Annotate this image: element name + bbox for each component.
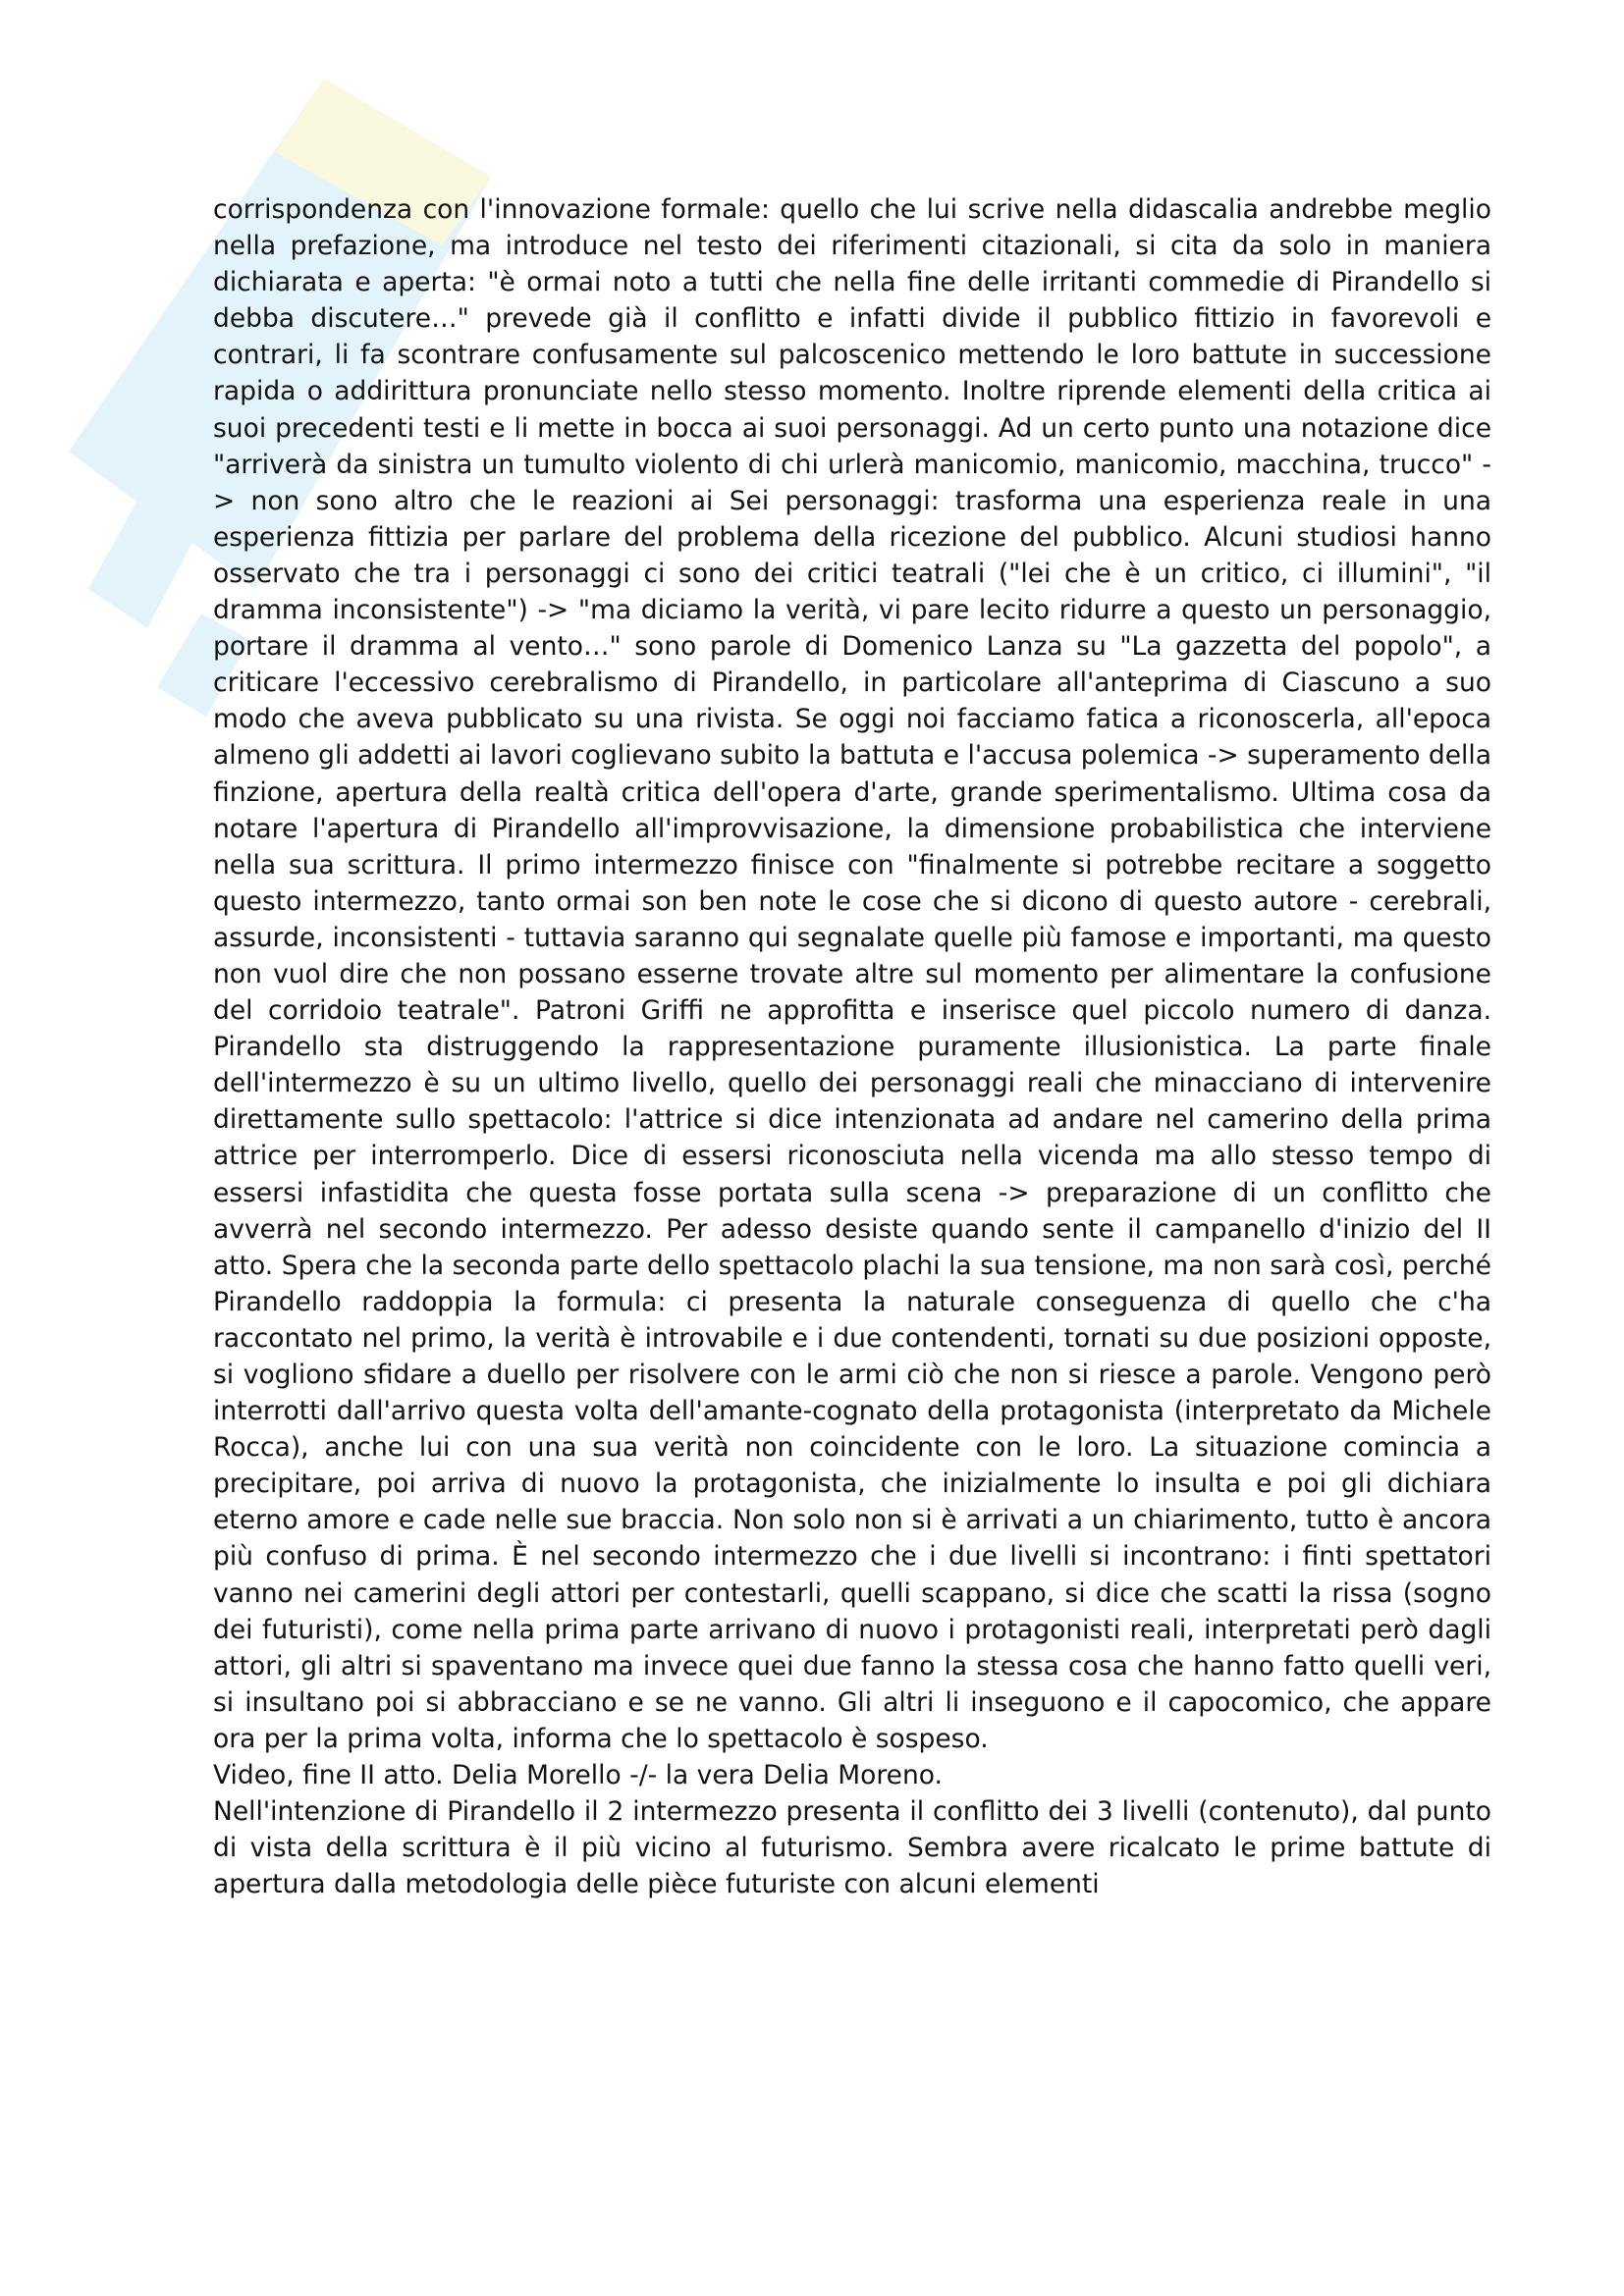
document-body xyxy=(213,191,1491,1902)
body-paragraph-2: Video, fine II atto. Delia Morello -/- la vera Delia Moreno. xyxy=(213,1760,943,1791)
body-paragraph-1: corrispondenza con l'innovazione formale: quello che lui scrive nella didascalia andrebbe meglio nella prefazione, ma introduce nel testo dei riferimenti citazionali, si cita da solo in maniera dichiarata e aperta: "è ormai noto a tutti che nella fine delle irritanti commedie di Pirandello si debba discutere…" prevede già il conflitto e infatti divide il pubblico fittizio in favorevoli e contrari, li fa scontrare confusamente sul palcoscenico mettendo le loro battute in successione rapida o addirittura pronunciate nello stesso momento. Inoltre riprende elementi della critica ai suoi precedenti testi e li mette in bocca ai suoi personaggi. Ad un certo punto una notazione dice "arriverà da sinistra un tumulto violento di chi urlerà manicomio, manicomio, macchina, trucco" -> non sono altro che le reazioni ai Sei personaggi: trasforma una esperienza reale in una esperienza fittizia per parlare del problema della ricezione del pubblico. Alcuni studiosi hanno osservato che tra i personaggi ci sono dei critici teatrali ("lei che è un critico, ci illumini", "il dramma inconsistente") -> "ma diciamo la verità, vi pare lecito ridurre a questo un personaggio, portare il dramma al vento…" sono parole di Domenico Lanza su "La gazzetta del popolo", a criticare l'eccessivo cerebralismo di Pirandello, in particolare all'anteprima di Ciascuno a suo modo che aveva pubblicato su una rivista. Se oggi noi facciamo fatica a riconoscerla, all'epoca almeno gli addetti ai lavori coglievano subito la battuta e l'accusa polemica -> superamento della finzione, apertura della realtà critica dell'opera d'arte, grande sperimentalismo. Ultima cosa da notare l'apertura di Pirandello all'improvvisazione, la dimensione probabilistica che interviene nella sua scrittura. Il primo intermezzo finisce con "finalmente si potrebbe recitare a soggetto questo intermezzo, tanto ormai son ben note le cose che si dicono di questo autore - cerebrali, assurde, inconsistenti - tuttavia saranno qui segnalate quelle più famose e importanti, ma questo non vuol dire che non possano esserne trovate altre sul momento per alimentare la confusione del corridoio teatrale". Patroni Griffi ne approfitta e inserisce quel piccolo numero di danza. Pirandello sta distruggendo la rappresentazione puramente illusionistica. La parte finale dell'intermezzo è su un ultimo livello, quello dei personaggi reali che minacciano di intervenire direttamente sullo spettacolo: l'attrice si dice intenzionata ad andare nel camerino della prima attrice per interromperlo. Dice di essersi riconosciuta nella vicenda ma allo stesso tempo di essersi infastidita che questa fosse portata sulla scena -> preparazione di un conflitto che avverrà nel secondo intermezzo. Per adesso desiste quando sente il campanello d'inizio del II atto. Spera che la seconda parte dello spettacolo plachi la sua tensione, ma non sarà così, perché Pirandello raddoppia la formula: ci presenta la naturale conseguenza di quello che c'ha raccontato nel primo, la verità è introvabile e i due contendenti, tornati su due posizioni opposte, si vogliono sfidare a duello per risolvere con le armi ciò che non si riesce a parole. Vengono però interrotti dall'arrivo questa volta dell'amante-cognato della protagonista (interpretato da Michele Rocca), anche lui con una sua verità non coincidente con le loro. La situazione comincia a precipitare, poi arriva di nuovo la protagonista, che inizialmente lo insulta e poi gli dichiara eterno amore e cade nelle sue braccia. Non solo non si è arrivati a un chiarimento, tutto è ancora più confuso di prima. È nel secondo intermezzo che i due livelli si incontrano: i finti spettatori vanno nei camerini degli attori per contestarli, quelli scappano, si dice che scatti la rissa (sogno dei futuristi), come nella prima parte arrivano di nuovo i protagonisti reali, interpretati però dagli attori, gli altri si spaventano ma invece quei due fanno la stessa cosa che hanno fatto quelli veri, si insultano poi si abbracciano e se ne vanno. Gli altri li inseguono e il capocomico, che appare ora per la prima volta, informa che lo spettacolo è sospeso. xyxy=(213,194,1491,1754)
body-paragraph-3: Nell'intenzione di Pirandello il 2 intermezzo presenta il conflitto dei 3 livelli (contenuto), dal punto di vista della scrittura è il più vicino al futurismo. Sembra avere ricalcato le prime battute di apertura dalla metodologia delle pièce futuriste con alcuni elementi xyxy=(213,1796,1491,1900)
